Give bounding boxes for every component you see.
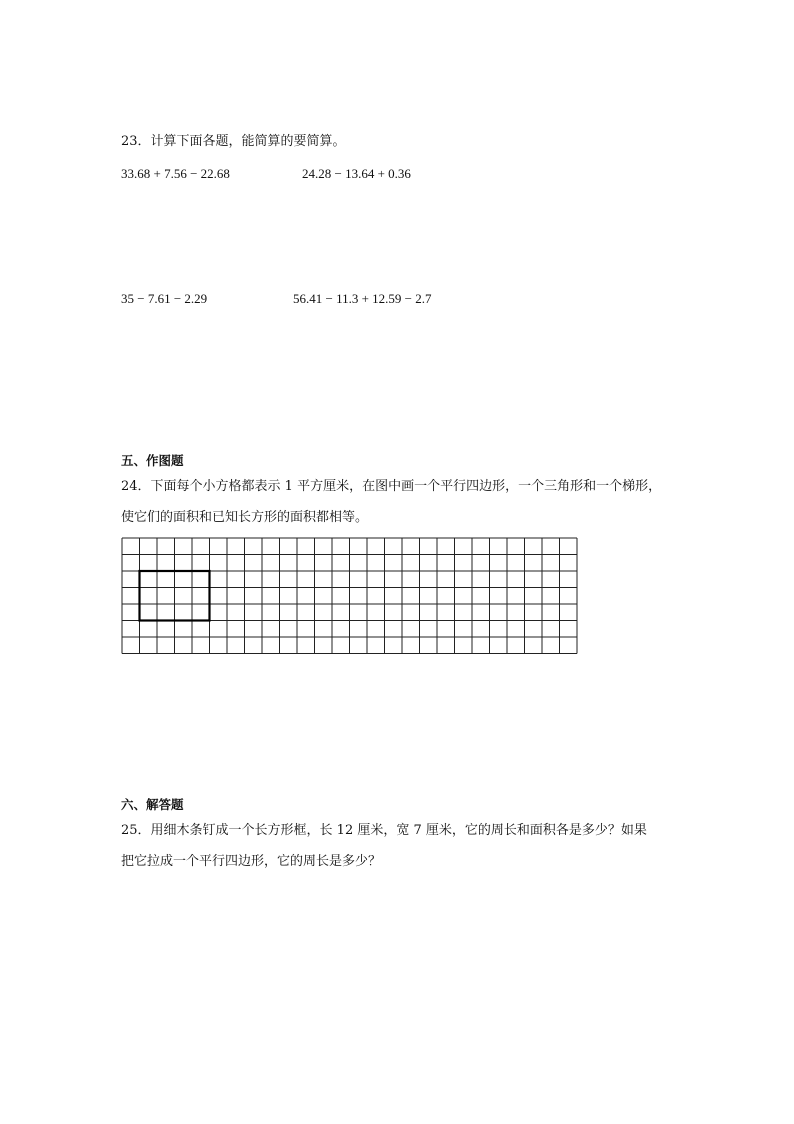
square-grid [121,537,581,657]
section-five-title: 五、作图题 [121,453,184,468]
q25-text-line-2: 把它拉成一个平行四边形，它的周长是多少？ [121,854,382,869]
q24-text-line-1: 24．下面每个小方格都表示 1 平方厘米，在图中画一个平行四边形，一个三角形和一个梯形， [121,479,662,494]
q23-expression-2: 24.28 − 13.64 + 0.36 [302,166,411,181]
q23-expression-1: 33.68 + 7.56 − 22.68 [121,166,230,181]
q25-text-line-1: 25．用细木条钉成一个长方形框，长 12 厘米，宽 7 厘米，它的周长和面积各是多少？如果 [121,823,647,838]
q23-expression-4: 56.41 − 11.3 + 12.59 − 2.7 [293,291,432,306]
q24-text-line-2: 使它们的面积和已知长方形的面积都相等。 [121,510,369,525]
q23-expression-3: 35 − 7.61 − 2.29 [121,291,208,306]
section-six-title: 六、解答题 [121,797,184,812]
q23-prompt: 23．计算下面各题，能简算的要简算。 [121,134,346,149]
